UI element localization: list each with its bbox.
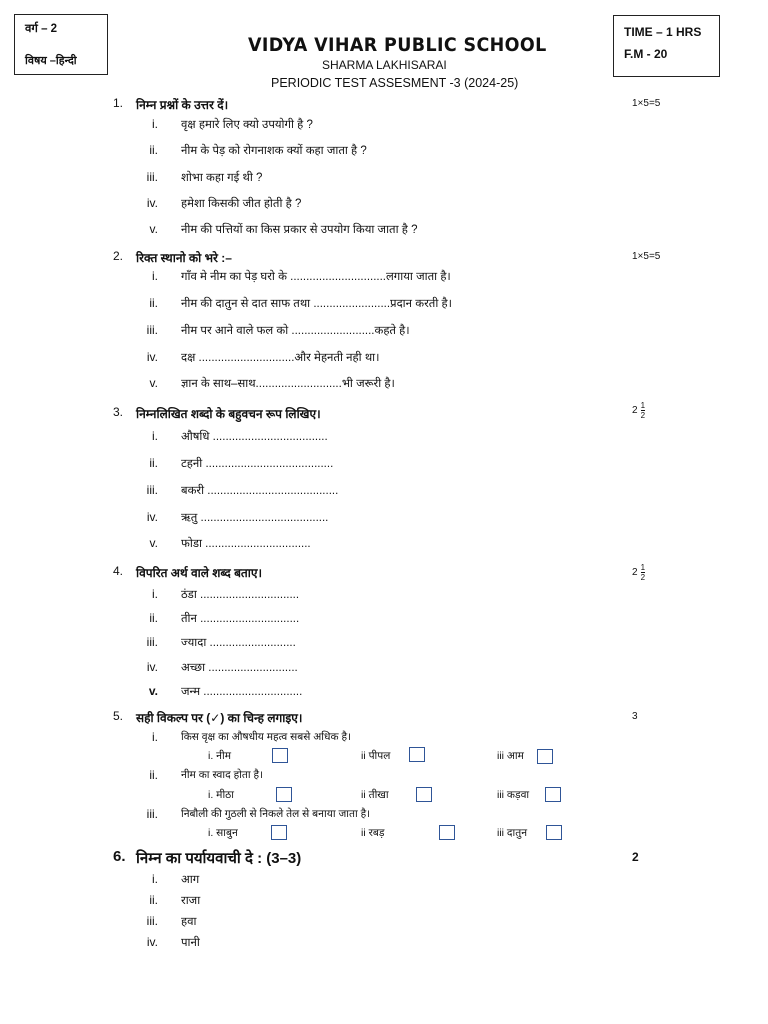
- q5-3-option-3: iii दातुन: [497, 827, 528, 839]
- q4-roman-4: iv.: [146, 660, 158, 674]
- q3-roman-1: i.: [152, 429, 158, 443]
- q5-roman-2: ii.: [149, 768, 158, 782]
- q5-3-option-3-checkbox[interactable]: [546, 825, 562, 840]
- q4-marks-fraction: [641, 563, 645, 582]
- q1-roman-1: i.: [152, 117, 158, 131]
- q4-text: विपरित अर्थ वाले शब्द बताए।: [136, 566, 263, 580]
- q4-marks: [632, 563, 645, 582]
- q4-item-3: ज्यादा ...........................: [181, 637, 296, 649]
- q2-roman-1: i.: [152, 269, 158, 283]
- q3-marks-fraction: [641, 401, 645, 420]
- time-marks-box: [613, 15, 720, 77]
- q6-item-1: आग: [181, 874, 200, 886]
- q5-item-2: नीम का स्वाद होता है।: [181, 769, 264, 781]
- q4-roman-2: ii.: [149, 611, 158, 625]
- class-label: वर्ग – 2: [25, 23, 58, 35]
- q5-3-option-2-checkbox[interactable]: [439, 825, 455, 840]
- q5-number: 5.: [113, 709, 124, 723]
- school-location: SHARMA LAKHISARAI: [322, 58, 447, 72]
- q6-roman-3: iii.: [146, 914, 158, 928]
- q6-number: 6.: [113, 848, 126, 865]
- q3-roman-4: iv.: [146, 510, 158, 524]
- q2-item-2: नीम की दातुन से दात साफ तथा ........................प्रदान करती है।: [181, 298, 452, 310]
- q5-2-option-2: ii तीखा: [361, 789, 389, 801]
- q4-marks-denominator: 2: [640, 573, 646, 582]
- q1-item-1: वृक्ष हमारे लिए क्यो उपयोगी है ?: [181, 119, 313, 131]
- q4-roman-3: iii.: [146, 635, 158, 649]
- q4-item-2: तीन ...............................: [181, 613, 300, 625]
- q6-item-2: राजा: [181, 895, 201, 907]
- q3-number: 3.: [113, 405, 124, 419]
- q1-roman-4: iv.: [146, 196, 158, 210]
- q5-roman-3: iii.: [146, 807, 158, 821]
- q2-text: रिक्त स्थानो को भरे :–: [136, 251, 232, 265]
- q2-marks: 1×5=5: [632, 251, 661, 262]
- q2-roman-2: ii.: [149, 296, 158, 310]
- q3-roman-5: v.: [149, 536, 158, 550]
- q5-3-option-1-checkbox[interactable]: [271, 825, 287, 840]
- q1-roman-5: v.: [149, 222, 158, 236]
- q3-roman-2: ii.: [149, 456, 158, 470]
- q2-roman-4: iv.: [146, 350, 158, 364]
- q2-item-1: गाँव मे नीम का पेड़ घरो के ..............................लगाया जाता है।: [181, 271, 451, 283]
- q1-marks: 1×5=5: [632, 98, 661, 109]
- q2-roman-3: iii.: [146, 323, 158, 337]
- q5-2-option-1-checkbox[interactable]: [276, 787, 292, 802]
- q4-roman-5: v.: [148, 684, 158, 698]
- q4-item-1: ठंडा ...............................: [181, 589, 300, 601]
- q1-item-3: शोभा कहा गई थी ?: [181, 172, 263, 184]
- q4-marks-whole: 2: [632, 567, 638, 578]
- q3-marks-denominator: 2: [640, 411, 646, 420]
- q1-roman-2: ii.: [149, 143, 158, 157]
- q3-marks: [632, 401, 645, 420]
- time-label: TIME – 1 HRS: [624, 25, 702, 39]
- q6-item-3: हवा: [181, 916, 197, 928]
- q1-item-5: नीम की पत्तियों का किस प्रकार से उपयोग किया जाता है ?: [181, 224, 418, 236]
- subject-label: विषय –हिन्दी: [25, 55, 77, 67]
- q6-roman-2: ii.: [149, 893, 158, 907]
- q4-roman-1: i.: [152, 587, 158, 601]
- school-name: VIDYA VIHAR PUBLIC SCHOOL: [248, 34, 547, 56]
- q5-marks: 3: [632, 711, 638, 722]
- q2-item-3: नीम पर आने वाले फल को ..........................कहते है।: [181, 325, 410, 337]
- q6-roman-1: i.: [152, 872, 158, 886]
- q6-roman-4: iv.: [146, 935, 158, 949]
- q6-text: निम्न का पर्यायवाची दे : (3–3): [136, 850, 302, 867]
- q1-item-4: हमेशा किसकी जीत होती है ?: [181, 198, 302, 210]
- q3-item-4: ऋतु ........................................: [181, 512, 329, 524]
- q5-1-option-1-checkbox[interactable]: [272, 748, 288, 763]
- test-name: PERIODIC TEST ASSESMENT -3 (2024-25): [271, 76, 519, 90]
- q5-2-option-2-checkbox[interactable]: [416, 787, 432, 802]
- q4-marks-numerator: 1: [640, 563, 646, 572]
- q3-marks-whole: 2: [632, 405, 638, 416]
- q4-item-4: अच्छा ............................: [181, 662, 298, 674]
- q3-item-2: टहनी ........................................: [181, 458, 334, 470]
- q6-marks: 2: [632, 850, 639, 864]
- q1-item-2: नीम के पेड़ को रोगनाशक क्यों कहा जाता है ?: [181, 145, 367, 157]
- q5-3-option-1: i. साबुन: [208, 827, 238, 839]
- q2-roman-5: v.: [149, 376, 158, 390]
- q4-item-5: जन्म ...............................: [181, 686, 303, 698]
- q2-item-5: ज्ञान के साथ–साथ...........................भी जरूरी है।: [181, 378, 395, 390]
- q5-item-1: किस वृक्ष का औषधीय महत्व सबसे अधिक है।: [181, 731, 352, 743]
- q6-item-4: पानी: [181, 937, 200, 949]
- q5-text: सही विकल्प पर (✓) का चिन्ह लगाइए।: [136, 711, 303, 725]
- q2-item-4: दक्ष ..............................और मेहनती नही था।: [181, 352, 380, 364]
- q2-number: 2.: [113, 249, 124, 263]
- q3-item-5: फोडा .................................: [181, 538, 311, 550]
- q5-1-option-1: i. नीम: [208, 750, 231, 762]
- q5-2-option-3: iii कड़वा: [497, 789, 530, 801]
- q3-item-1: औषधि ....................................: [181, 431, 328, 443]
- q4-number: 4.: [113, 564, 124, 578]
- full-marks-label: F.M - 20: [624, 47, 668, 61]
- q3-roman-3: iii.: [146, 483, 158, 497]
- q3-text: निम्नलिखित शब्दो के बहुवचन रूप लिखिए।: [136, 407, 321, 421]
- q3-item-3: बकरी .........................................: [181, 485, 339, 497]
- q5-1-option-3-checkbox[interactable]: [537, 749, 553, 764]
- q5-1-option-3: iii आम: [497, 750, 524, 762]
- q5-1-option-2-checkbox[interactable]: [409, 747, 425, 762]
- q1-text: निम्न प्रश्नों के उत्तर दें।: [136, 98, 229, 112]
- q5-2-option-1: i. मीठा: [208, 789, 234, 801]
- q5-roman-1: i.: [152, 730, 158, 744]
- q5-2-option-3-checkbox[interactable]: [545, 787, 561, 802]
- class-subject-box: [14, 14, 108, 75]
- q5-1-option-2: ii पीपल: [361, 750, 391, 762]
- q1-roman-3: iii.: [146, 170, 158, 184]
- q3-marks-numerator: 1: [640, 401, 646, 410]
- q5-3-option-2: ii रबड़: [361, 827, 385, 839]
- q1-number: 1.: [113, 96, 124, 110]
- q5-item-3: निबौली की गुठली से निकले तेल से बनाया जाता है।: [181, 808, 371, 820]
